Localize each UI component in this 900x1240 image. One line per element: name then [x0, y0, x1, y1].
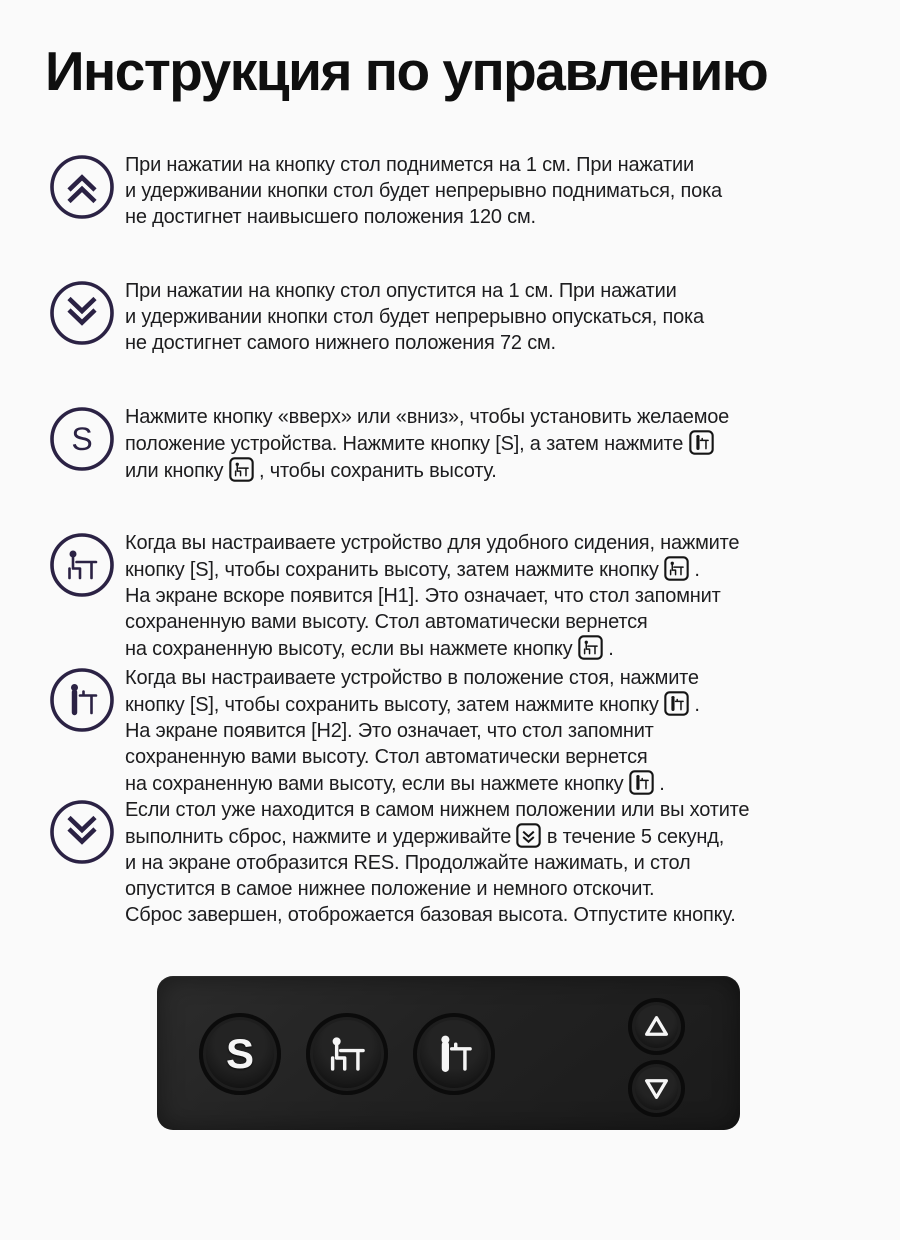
- instruction-row: [48, 278, 900, 356]
- instruction-text: [125, 530, 739, 662]
- text-segment: Если стол уже находится в самом нижнем положении или вы хотите: [125, 799, 750, 821]
- text-segment: и удерживании кнопки стол будет непрерывно опускаться, пока: [125, 306, 704, 328]
- text-line: [125, 530, 739, 556]
- text-segment: положение устройства. Нажмите кнопку [S], а затем нажмите: [125, 433, 689, 455]
- instruction-row: [48, 152, 900, 230]
- text-line: [125, 744, 700, 770]
- text-segment: кнопку [S], чтобы сохранить высоту, затем нажмите кнопку: [125, 694, 665, 716]
- stand-desk-icon: [431, 1031, 477, 1077]
- text-line: [125, 583, 739, 609]
- text-line: [125, 770, 700, 797]
- text-line: [125, 665, 700, 691]
- text-line: [125, 556, 739, 583]
- panel-up-button: [628, 998, 685, 1055]
- text-line: [125, 876, 749, 902]
- text-segment: и на экране отобразится RES. Продолжайте нажимать, и стол: [125, 852, 691, 874]
- double-chevron-down-circle-icon: [48, 798, 116, 866]
- text-line: [125, 635, 739, 662]
- text-segment: сохраненную вами высоту. Стол автоматически вернется: [125, 611, 648, 633]
- text-segment: При нажатии на кнопку стол опустится на 1 см. При нажатии: [125, 280, 677, 302]
- text-segment: При нажатии на кнопку стол поднимется на 1 см. При нажатии: [125, 154, 694, 176]
- stand-desk-circle-icon: [48, 666, 116, 734]
- text-line: [125, 404, 729, 430]
- stand-desk-box-icon: [664, 691, 689, 716]
- text-segment: на сохраненную высоту, если вы нажмете кнопку: [125, 638, 578, 660]
- text-segment: на сохраненную вами высоту, если вы нажмете кнопку: [125, 773, 629, 795]
- text-segment: и удерживании кнопки стол будет непрерывно подниматься, пока: [125, 180, 722, 202]
- text-line: [125, 330, 704, 356]
- text-line: [125, 609, 739, 635]
- sit-desk-circle-icon: [48, 531, 116, 599]
- instruction-text: [125, 404, 729, 484]
- stand-desk-box-icon: [629, 770, 654, 795]
- instruction-text: [125, 152, 722, 230]
- text-segment: Когда вы настраиваете устройство в положение стоя, нажмите: [125, 667, 699, 689]
- instruction-list: [48, 152, 900, 928]
- stand-desk-box-icon: [689, 430, 714, 455]
- control-panel: [157, 976, 740, 1130]
- triangle-down-icon: [641, 1073, 672, 1104]
- panel-save-button: [199, 1013, 281, 1095]
- text-line: [125, 430, 729, 457]
- s-button-label: S: [225, 1030, 254, 1077]
- text-line: [125, 691, 700, 718]
- double-chevron-down-box-icon: [516, 823, 541, 848]
- triangle-up-icon: [641, 1011, 672, 1042]
- instruction-row: [48, 797, 900, 928]
- text-line: [125, 204, 722, 230]
- text-segment: .: [602, 638, 614, 660]
- text-segment: опустится в самое нижнее положение и немного отскочит.: [125, 878, 655, 900]
- text-line: [125, 797, 749, 823]
- text-line: [125, 152, 722, 178]
- text-segment: , чтобы сохранить высоту.: [253, 460, 497, 482]
- sit-desk-box-icon: [664, 556, 689, 581]
- svg-text:S: S: [71, 421, 93, 457]
- text-segment: кнопку [S], чтобы сохранить высоту, затем нажмите кнопку: [125, 559, 665, 581]
- panel-down-button: [628, 1060, 685, 1117]
- text-segment: На экране вскоре появится [H1]. Это означает, что стол запомнит: [125, 585, 721, 607]
- text-line: [125, 718, 700, 744]
- text-line: [125, 178, 722, 204]
- s-circle-icon: [48, 405, 116, 473]
- instruction-text: [125, 797, 749, 928]
- instruction-row: [48, 665, 900, 797]
- double-chevron-down-circle-icon: [48, 279, 116, 347]
- instruction-page: [0, 40, 900, 1130]
- panel-sit-memory-button: [306, 1013, 388, 1095]
- text-line: [125, 278, 704, 304]
- text-segment: Когда вы настраиваете устройство для удобного сидения, нажмите: [125, 532, 740, 554]
- instruction-text: [125, 665, 700, 797]
- sit-desk-icon: [324, 1031, 370, 1077]
- text-line: [125, 304, 704, 330]
- text-segment: выполнить сброс, нажмите и удерживайте: [125, 826, 517, 848]
- instruction-row: [48, 404, 900, 484]
- text-segment: Сброс завершен, отоброжается базовая высота. Отпустите кнопку.: [125, 904, 736, 926]
- double-chevron-up-circle-icon: [48, 153, 116, 221]
- text-segment: .: [653, 773, 665, 795]
- text-segment: Нажмите кнопку «вверх» или «вниз», чтобы установить желаемое: [125, 406, 730, 428]
- text-segment: На экране появится [H2]. Это означает, что стол запомнит: [125, 720, 654, 742]
- text-segment: в течение 5 секунд,: [541, 826, 725, 848]
- sit-desk-box-icon: [229, 457, 254, 482]
- text-segment: не достигнет наивысшего положения 120 см.: [125, 206, 536, 228]
- panel-stand-memory-button: [413, 1013, 495, 1095]
- page-title: Инструкция по управлению: [45, 40, 768, 102]
- text-line: [125, 902, 749, 928]
- text-segment: .: [689, 694, 700, 716]
- text-line: [125, 850, 749, 876]
- text-segment: сохраненную вами высоту. Стол автоматически вернется: [125, 746, 648, 768]
- text-line: [125, 457, 729, 484]
- text-segment: .: [689, 559, 700, 581]
- text-line: [125, 823, 749, 850]
- sit-desk-box-icon: [578, 635, 603, 660]
- instruction-text: [125, 278, 704, 356]
- text-segment: или кнопку: [125, 460, 229, 482]
- instruction-row: [48, 530, 900, 662]
- text-segment: не достигнет самого нижнего положения 72 см.: [125, 332, 556, 354]
